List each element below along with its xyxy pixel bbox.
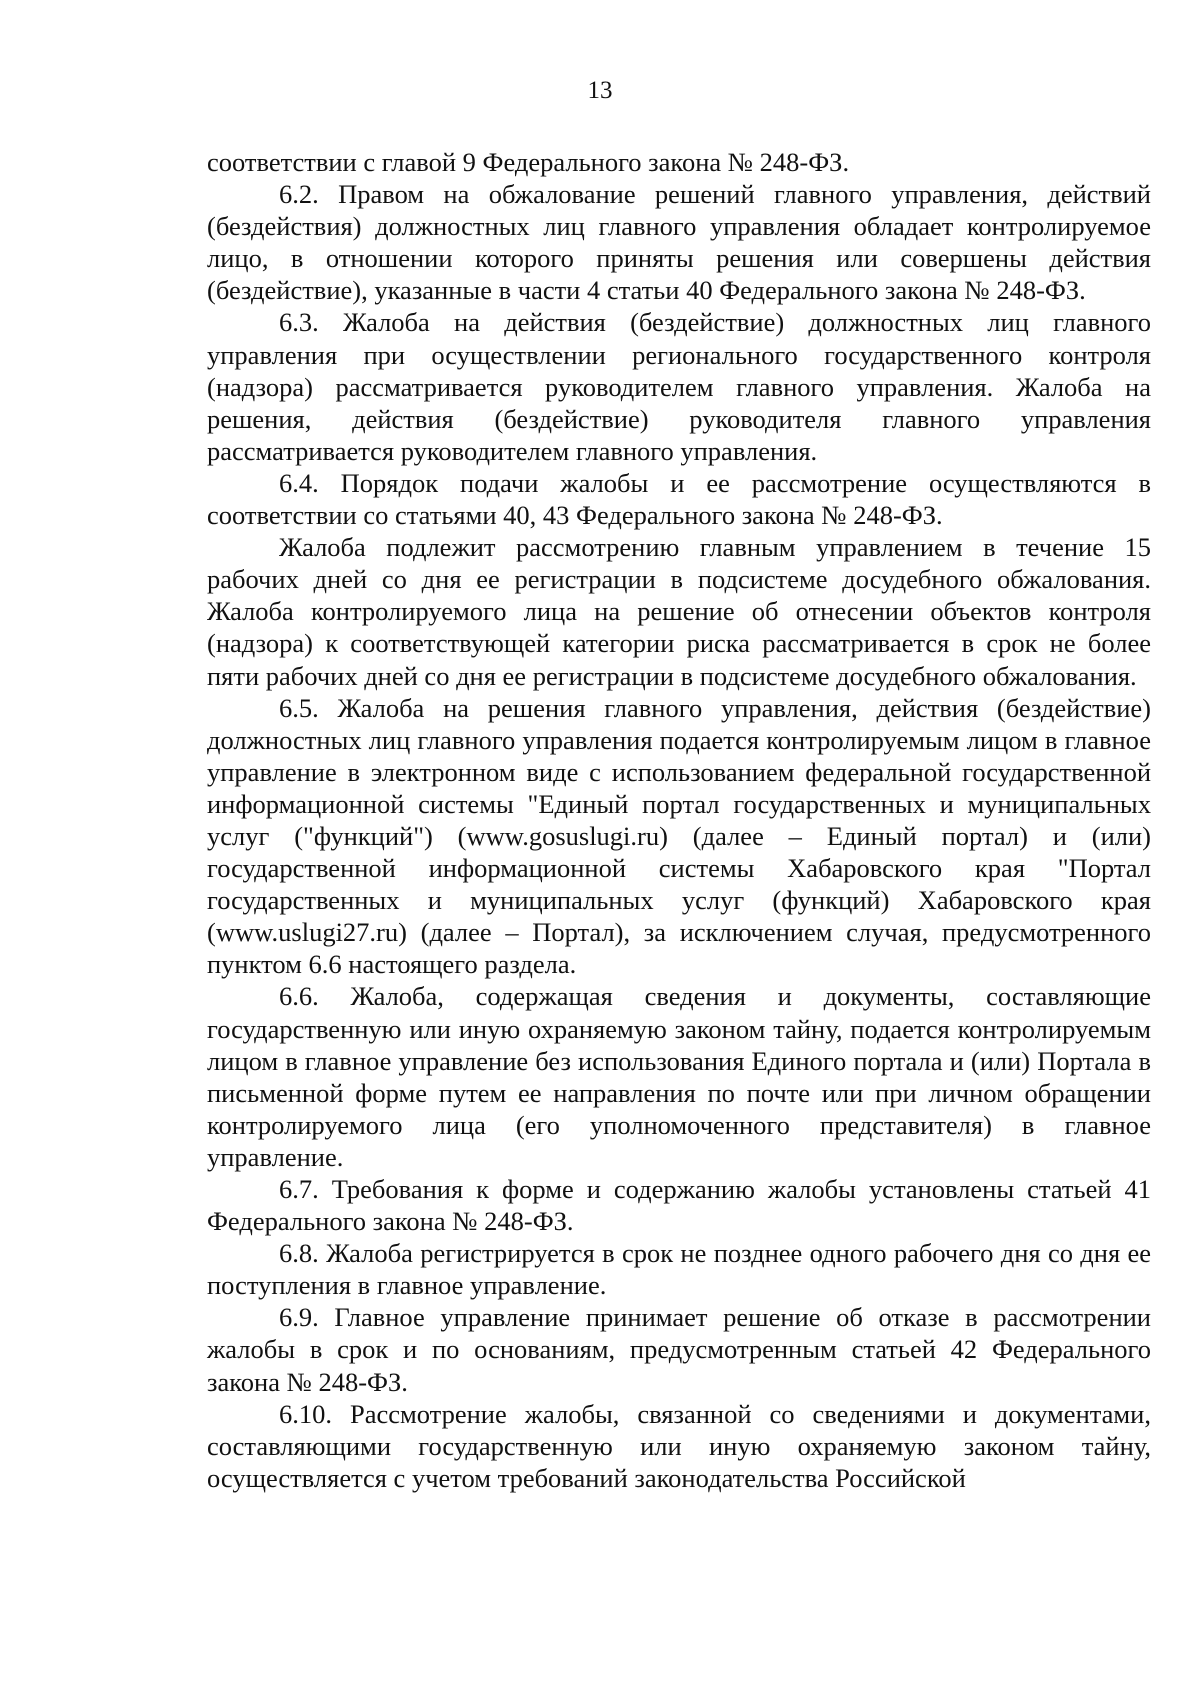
paragraph-6-6: 6.6. Жалоба, содержащая сведения и документы, составляющие государственную или иную охраняемую законом тайну, подается контролируемым лицом в главное управление без использования Единого портала и (или) Портала в письменной форме путем ее направления по почте или при личном обращении контролируемого лица (его уполномоченного представителя) в главное управление.	[207, 981, 1151, 1172]
paragraph-6-4: 6.4. Порядок подачи жалобы и ее рассмотрение осуществляются в соответствии со статьями 40, 43 Федерального закона № 248-ФЗ.	[207, 467, 1151, 531]
paragraph-6-2: 6.2. Правом на обжалование решений главного управления, действий (бездействия) должностных лиц главного управления обладает контролируемое лицо, в отношении которого приняты решения или совершены действия (бездействие), указанные в части 4 статьи 40 Федерального закона № 248-ФЗ.	[207, 179, 1151, 306]
page-number: 13	[587, 77, 613, 104]
paragraph-6-10: 6.10. Рассмотрение жалобы, связанной со сведениями и документами, составляющими государственную или иную охраняемую законом тайну, осуществляется с учетом требований законодательства Российской	[207, 1398, 1151, 1493]
paragraph-6-7: 6.7. Требования к форме и содержанию жалобы установлены статьей 41 Федерального закона № 248-ФЗ.	[207, 1174, 1151, 1237]
paragraph-6-4-complaint-term: Жалоба подлежит рассмотрению главным управлением в течение 15 рабочих дней со дня ее регистрации в подсистеме досудебного обжалования. Жалоба контролируемого лица на решение об отнесении объектов контроля (надзора) к соответствующей категории риска рассматривается в срок не более пяти рабочих дней со дня ее регистрации в подсистеме досудебного обжалования.	[207, 532, 1151, 691]
paragraph-6-3: 6.3. Жалоба на действия (бездействие) должностных лиц главного управления при осуществлении регионального государственного контроля (надзора) рассматривается руководителем главного управления. Жалоба на решения, действия (бездействие) руководителя главного управления рассматривается руководителем главного управления.	[207, 307, 1151, 466]
paragraph-6-9: 6.9. Главное управление принимает решение об отказе в рассмотрении жалобы в срок и по основаниям, предусмотренным статьей 42 Федерального закона № 248-ФЗ.	[207, 1302, 1151, 1397]
paragraph-6-8: 6.8. Жалоба регистрируется в срок не позднее одного рабочего дня со дня ее поступления в главное управление.	[207, 1238, 1151, 1301]
document-body	[207, 146, 1151, 1494]
paragraph-continuation: соответствии с главой 9 Федерального закона № 248-ФЗ.	[207, 147, 850, 177]
paragraph-6-5: 6.5. Жалоба на решения главного управления, действия (бездействие) должностных лиц главного управления подается контролируемым лицом в главное управление в электронном виде с использованием федеральной государственной информационной системы "Единый портал государственных и муниципальных услуг ("функций") (www.gosuslugi.ru) (далее – Единый портал) и (или) государственной информационной системы Хабаровского края "Портал государственных и муниципальных услуг (функций) Хабаровского края (www.uslugi27.ru) (далее – Портал), за исключением случая, предусмотренного пунктом 6.6 настоящего раздела.	[207, 692, 1151, 980]
